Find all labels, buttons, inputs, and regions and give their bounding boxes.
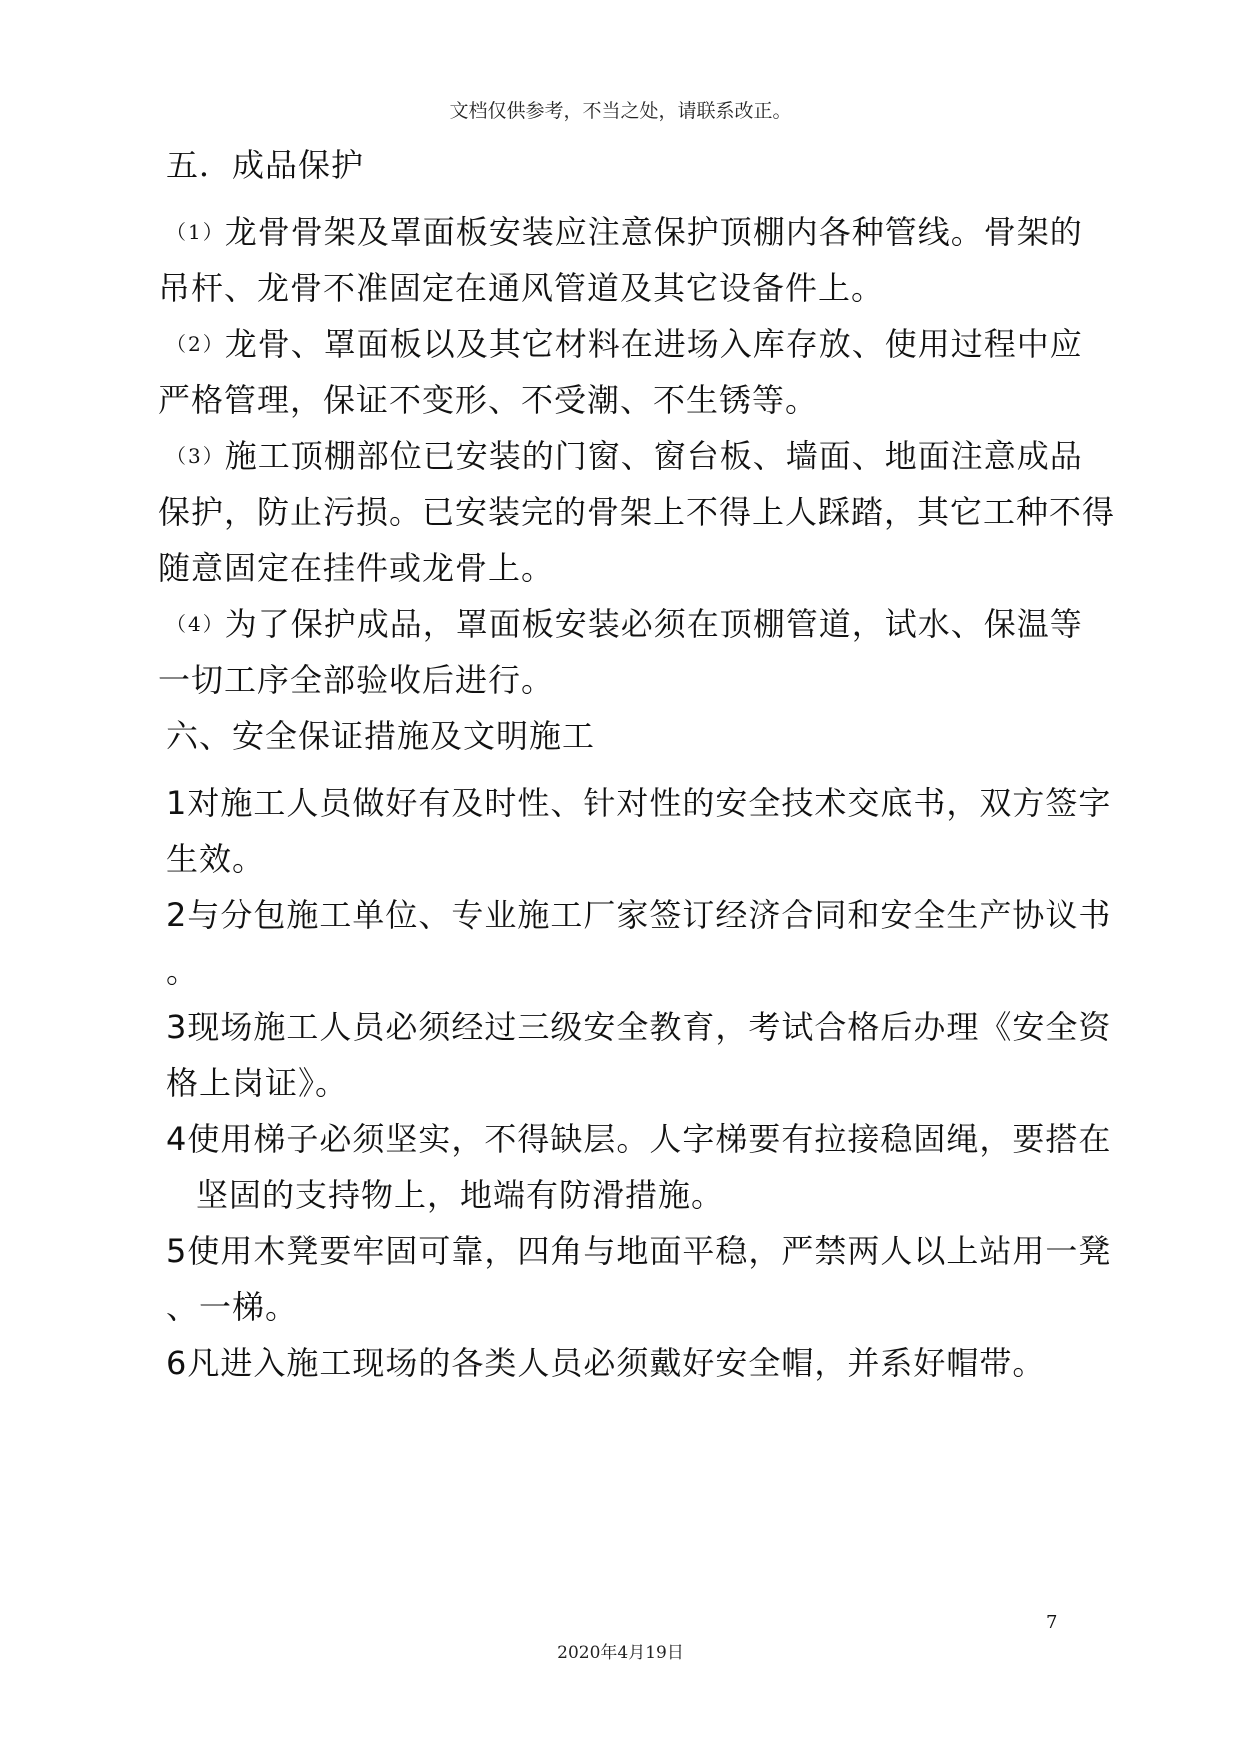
paragraph-4-line-1: （4）为了保护成品，罩面板安装必须在顶棚管道，试水、保温等 <box>166 605 1083 643</box>
item-2-line-1: 2与分包施工单位、专业施工厂家签订经济合同和安全生产协议书 <box>166 896 1112 934</box>
paragraph-3-line-3: 随意固定在挂件或龙骨上。 <box>158 549 555 587</box>
paragraph-number: （3） <box>166 444 225 468</box>
item-3-line-1: 3现场施工人员必须经过三级安全教育，考试合格后办理《安全资 <box>166 1008 1112 1046</box>
item-4-line-2: 坚固的支持物上，地端有防滑措施。 <box>196 1176 725 1214</box>
page-number: 7 <box>1046 1612 1058 1633</box>
item-4-line-1: 4使用梯子必须坚实，不得缺层。人字梯要有拉接稳固绳，要搭在 <box>166 1120 1112 1158</box>
footer-date: 2020年4月19日 <box>557 1643 684 1663</box>
section-heading-6: 六、安全保证措施及文明施工 <box>166 717 596 755</box>
item-2-line-2: 。 <box>166 952 200 990</box>
paragraph-4-line-2: 一切工序全部验收后进行。 <box>158 661 555 699</box>
item-1-line-2: 生效。 <box>166 840 266 878</box>
item-1-line-1: 1对施工人员做好有及时性、针对性的安全技术交底书，双方签字 <box>166 784 1112 822</box>
paragraph-number: （4） <box>166 612 225 636</box>
item-5-line-2: 、一梯。 <box>166 1288 299 1326</box>
section-heading-5: 五．成品保护 <box>166 146 365 184</box>
item-3-line-2: 格上岗证》。 <box>166 1064 349 1102</box>
page-header: 文档仅供参考，不当之处，请联系改正。 <box>449 100 792 122</box>
item-5-line-1: 5使用木凳要牢固可靠，四角与地面平稳，严禁两人以上站用一凳 <box>166 1232 1112 1270</box>
paragraph-1-line-1: （1）龙骨骨架及罩面板安装应注意保护顶棚内各种管线。骨架的 <box>166 213 1083 251</box>
item-6-line-1: 6凡进入施工现场的各类人员必须戴好安全帽，并系好帽带。 <box>166 1344 1046 1382</box>
paragraph-2-line-2: 严格管理，保证不变形、不受潮、不生锈等。 <box>158 381 819 419</box>
paragraph-1-line-2: 吊杆、龙骨不准固定在通风管道及其它设备件上。 <box>158 269 885 307</box>
paragraph-3-line-1: （3）施工顶棚部位已安装的门窗、窗台板、墙面、地面注意成品 <box>166 437 1083 475</box>
paragraph-number: （1） <box>166 220 225 244</box>
paragraph-number: （2） <box>166 332 225 356</box>
paragraph-3-line-2: 保护，防止污损。已安装完的骨架上不得上人踩踏，其它工种不得 <box>158 493 1116 531</box>
paragraph-2-line-1: （2）龙骨、罩面板以及其它材料在进场入库存放、使用过程中应 <box>166 325 1083 363</box>
